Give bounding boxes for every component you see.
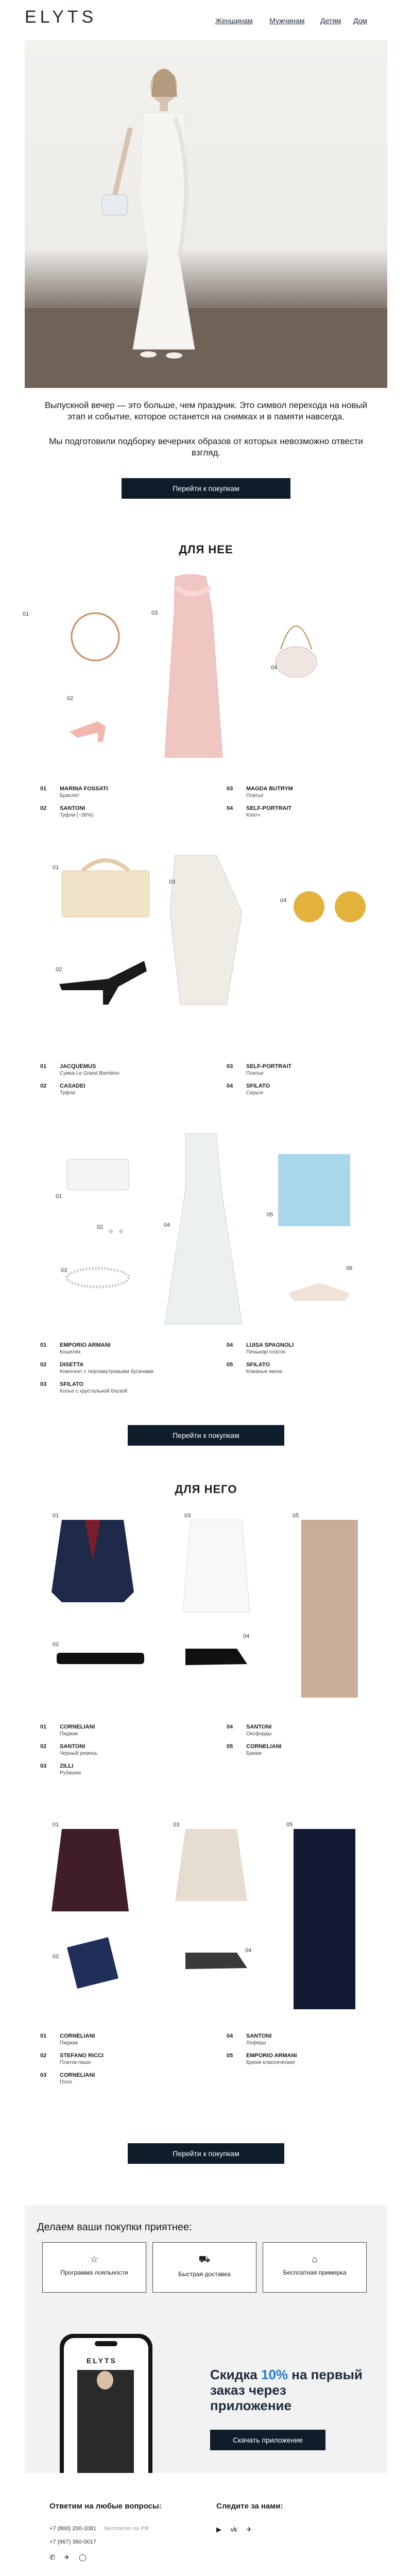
brand-logo[interactable]: ELYTS xyxy=(25,7,97,27)
phone-logo: ELYTS xyxy=(87,2357,117,2365)
truck-icon: ⛟ xyxy=(198,2254,211,2264)
nav-men[interactable]: Мужчинам xyxy=(269,16,305,25)
look-him-1[interactable] xyxy=(21,1510,391,1716)
marker-01: 01 xyxy=(53,865,59,871)
look-her-1[interactable] xyxy=(21,572,391,778)
marker-02: 02 xyxy=(56,967,62,973)
look-her-3-illustration xyxy=(21,1128,391,1334)
nav-kids[interactable]: Детям xyxy=(320,16,341,25)
look-him-2[interactable] xyxy=(21,1819,391,2025)
marker-01: 01 xyxy=(56,1193,62,1199)
telegram-icon[interactable]: ✈ xyxy=(246,2526,252,2533)
download-app-button[interactable]: Скачать приложение xyxy=(210,2430,325,2450)
benefit-card-fitting[interactable]: ⌂ Бесплатная примерка xyxy=(263,2242,367,2293)
marker-04: 04 xyxy=(271,665,278,671)
nav-women[interactable]: Женщинам xyxy=(215,16,253,25)
marker-01: 01 xyxy=(53,1822,59,1828)
look-her-3[interactable] xyxy=(21,1128,391,1334)
look-her-2-illustration xyxy=(21,850,391,1046)
marker-04: 04 xyxy=(245,1947,252,1954)
whatsapp-icon[interactable]: ✆ xyxy=(49,2553,55,2561)
nav-home[interactable]: Дом xyxy=(353,16,368,25)
telegram-icon[interactable]: ✈ xyxy=(64,2553,70,2561)
chat-icon[interactable]: ◯ xyxy=(79,2553,87,2561)
benefits-title: Делаем ваши покупки приятнее: xyxy=(37,2222,192,2233)
marker-02: 02 xyxy=(53,1954,59,1960)
marker-04: 04 xyxy=(164,1222,170,1228)
app-phone-mockup xyxy=(49,2318,178,2473)
marker-06: 06 xyxy=(346,1265,353,1272)
marker-04: 04 xyxy=(280,897,287,904)
marker-02: 02 xyxy=(53,1641,59,1648)
marker-03: 03 xyxy=(151,610,158,616)
app-promo-title: Скидка 10% на первый заказ через приложение xyxy=(210,2367,363,2413)
marker-05: 05 xyxy=(267,1212,273,1218)
benefit-card-delivery[interactable]: ⛟ Быстрая доставка xyxy=(152,2242,256,2293)
marker-03: 03 xyxy=(169,879,176,885)
phone-2[interactable]: +7 (967) 360-0017 xyxy=(49,2539,96,2545)
marker-05: 05 xyxy=(286,1822,293,1828)
marker-03: 03 xyxy=(184,1513,191,1519)
marker-04: 04 xyxy=(243,1633,250,1639)
star-icon: ☆ xyxy=(90,2254,99,2264)
look-him-1-illustration xyxy=(21,1510,391,1716)
section-title-her: ДЛЯ НЕЕ xyxy=(179,543,233,556)
marker-03: 03 xyxy=(61,1267,67,1274)
social-icons xyxy=(216,2526,252,2534)
section-title-him: ДЛЯ НЕГО xyxy=(175,1483,237,1496)
look-her-2[interactable] xyxy=(21,850,391,1046)
intro-text-2: Мы подготовили подборку вечерних образов от которых невозможно отвести взгляд. xyxy=(49,436,363,457)
look-him-2-illustration xyxy=(21,1819,391,2025)
benefit-card-loyalty[interactable]: ☆ Программа лояльности xyxy=(42,2242,146,2293)
marker-05: 05 xyxy=(293,1513,299,1519)
shop-button[interactable]: Перейти к покупкам xyxy=(122,478,290,499)
marker-02: 02 xyxy=(67,696,74,702)
social-title: Следите за нами: xyxy=(216,2502,283,2511)
phone-illustration xyxy=(49,2318,178,2473)
marker-01: 01 xyxy=(53,1513,59,1519)
look-her-1-illustration xyxy=(21,572,391,778)
youtube-icon[interactable]: ▶ xyxy=(216,2526,221,2533)
marker-02: 02 xyxy=(97,1224,104,1230)
shop-button-him[interactable]: Перейти к покупкам xyxy=(128,2143,284,2164)
contacts-title: Ответим на любые вопросы: xyxy=(49,2502,162,2511)
intro-text-1: Выпускной вечер — это больше, чем праздник. Это символ перехода на новый этап и событие, которое останется на снимках и в памяти навсегда. xyxy=(44,400,368,421)
vk-icon[interactable]: vk xyxy=(230,2526,237,2533)
phone-1[interactable]: +7 (800) 200-1081 бесплатно по РФ xyxy=(49,2526,149,2532)
hero-model-illustration xyxy=(25,40,387,388)
shop-button-her[interactable]: Перейти к покупкам xyxy=(128,1425,284,1446)
marker-03: 03 xyxy=(173,1822,180,1828)
hanger-icon: ⌂ xyxy=(312,2254,318,2264)
hero-image[interactable] xyxy=(25,40,387,388)
messenger-icons xyxy=(49,2553,87,2562)
marker-01: 01 xyxy=(23,611,29,617)
